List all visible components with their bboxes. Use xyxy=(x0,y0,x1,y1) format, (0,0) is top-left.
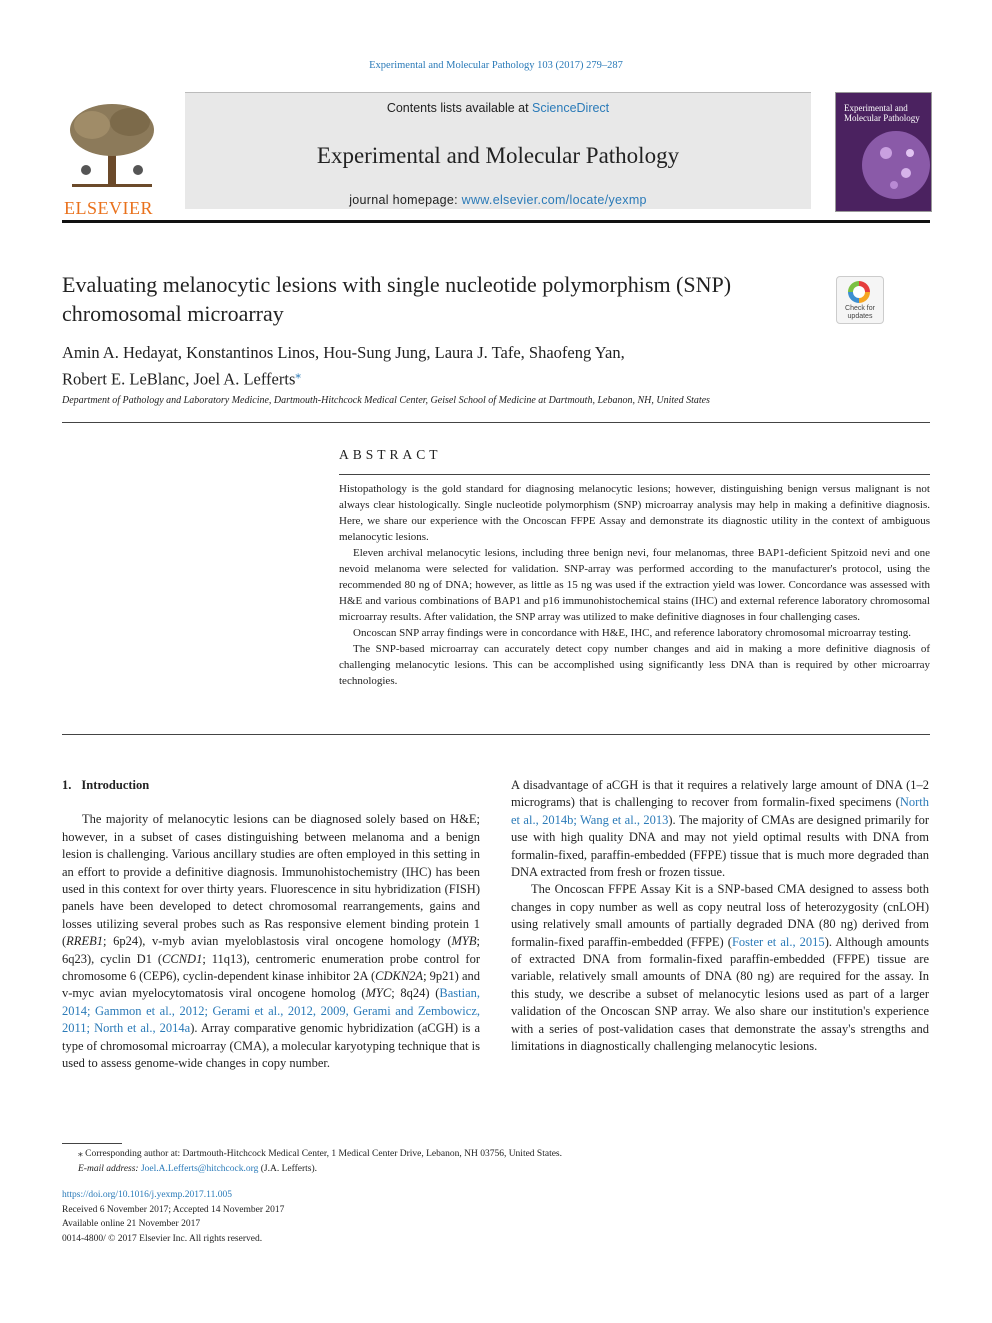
email-link[interactable]: Joel.A.Lefferts@hitchcock.org xyxy=(140,1163,259,1174)
crossmark-icon xyxy=(848,281,870,303)
copyright: 0014-4800/ © 2017 Elsevier Inc. All rights reserved. xyxy=(62,1233,263,1244)
abstract-body xyxy=(339,481,930,689)
abstract-paragraph: Histopathology is the gold standard for diagnosing melanocytic lesions; however, distinguishing benign versus malignant is not always clear histologically. Single nucleotide polymorphism (SNP) microarray analysis may help in making a definitive diagnosis. Here, we share our experience with the Oncoscan FFPE Assay and demonstrate its diagnostic utility in the context of ambiguous melanocytic lesions. xyxy=(339,483,930,543)
abstract-paragraph: The SNP-based microarray can accurately detect copy number changes and aid in making a more definitive diagnosis of challenging melanocytic lesions. This can be accomplished using significantly less DNA than is required by other microarray technologies. xyxy=(339,643,930,687)
author-list xyxy=(62,341,822,391)
gene-name: MYB xyxy=(451,934,477,949)
journal-banner xyxy=(185,92,811,209)
gene-name: RREB1 xyxy=(66,934,103,949)
abstract-paragraph: Eleven archival melanocytic lesions, including three benign nevi, four melanomas, three BAP1-deficient Spitzoid nevi and one nevoid melanoma were selected for validation. SNP-array was performed according to the manufacturer's protocol, using the recommended 80 ng of DNA; however, as little as 15 ng was used if the extraction yield was lower. Concordance was assessed with H&E and various combinations of BAP1 and p16 immunohistochemical stains (IHC) and external reference laboratory chromosomal microarray results. After validation, the SNP array was utilized to make definitive diagnoses in four challenging cases. xyxy=(339,547,930,623)
elsevier-tree-logo xyxy=(62,100,164,220)
reference-link[interactable]: Foster et al., 2015 xyxy=(731,934,825,949)
journal-header xyxy=(62,90,930,222)
header-rule xyxy=(62,220,930,223)
doi-link[interactable]: https://doi.org/10.1016/j.yexmp.2017.11.005 xyxy=(62,1190,232,1200)
footnote-rule xyxy=(62,1143,122,1144)
article-title: Evaluating melanocytic lesions with single nucleotide polymorphism (SNP) chromosomal microarray xyxy=(62,272,732,326)
abstract-bottom-rule xyxy=(62,734,930,735)
footnote: ⁎ Corresponding author at: Dartmouth-Hitchcock Medical Center, 1 Medical Center Drive, Lebanon, NH 03756, United States. E-mail address: Joel.A.Lefferts@hitchcock.org (J.A. Lefferts). xyxy=(78,1149,562,1174)
publisher-wordmark: ELSEVIER xyxy=(64,198,153,218)
body-paragraph: The Oncoscan FFPE Assay Kit is a SNP-based CMA designed to assess both changes in copy number as well as copy neutral loss of heterozygosity (cnLOH) using relatively small amounts of partially degraded DNA (80 ng) derived from formalin-fixed paraffin-embedded (FFPE) (Foster et al., 2015). Although amounts of extracted DNA from formalin-fixed paraffin-embedded (FFPE) tissue are variable, relatively small amounts of DNA (80 ng) are required for the assay. In this study, we describe a subset of melanocytic lesions used as part of a larger validation of the Oncoscan SNP array. We also share our institution's experience with a series of post-validation cases that demonstrate the assay's strengths and limitations in diagnostically challenging melanocytic lesions. xyxy=(511,882,929,1054)
gene-name: CCND1 xyxy=(162,951,203,966)
authors-line-1: Amin A. Hedayat, Konstantinos Linos, Hou-Sung Jung, Laura J. Tafe, Shaofeng Yan, xyxy=(62,343,625,362)
body-paragraph: A disadvantage of aCGH is that it requires a relatively large amount of DNA (1–2 micrograms) that is challenging to recover from formalin-fixed specimens (North et al., 2014b; Wang et al., 2013). The majority of CMAs are designed primarily for use with high quality DNA and may not yield optimal results with DNA from formalin-fixed, paraffin-embedded (FFPE) tissue that is much more degraded than DNA extracted from fresh or frozen tissue. xyxy=(511,778,929,880)
body-paragraph: The majority of melanocytic lesions can be diagnosed solely based on H&E; however, in a subset of cases distinguishing between melanoma and a benign lesion is challenging. Various ancillary studies are often employed in this setting in an effort to provide a definitive diagnosis. Immunohistochemistry (IHC) has been used in this context for over thirty years. Fluorescence in situ hybridization (FISH) panels have been developed to detect chromosomal rearrangements, gains and losses utilizing several probes such as Ras responsive element binding protein 1 (RREB1; 6p24), v-myb avian myeloblastosis viral oncogene homology (MYB; 6q23), cyclin D1 (CCND1; 11q13), centromeric enumeration probe control for chromosome 6 (CEP6), cyclin-dependent kinase inhibitor 2A (CDKN2A; 9p21) and v-myc avian myelocytomatosis viral oncogene homolog (MYC; 8q24) (Bastian, 2014; Gammon et al., 2012; Gerami et al., 2012, 2009, Gerami and Zembowicz, 2011; North et al., 2014a). Array comparative genomic hybridization (aCGH) is a type of chromosomal microarray (CMA), a molecular karyotyping technique that is used to assess genome-wide changes in copy number. xyxy=(62,812,481,1071)
email-label: E-mail address: xyxy=(78,1163,139,1174)
journal-cover xyxy=(835,92,932,212)
homepage-link[interactable]: www.elsevier.com/locate/yexmp xyxy=(461,193,647,207)
gene-name: MYC xyxy=(365,986,392,1001)
affiliation: Department of Pathology and Laboratory Medicine, Dartmouth-Hitchcock Medical Center, Geisel School of Medicine at Dartmouth, Lebanon, NH, United States xyxy=(62,395,710,406)
abstract-heading: ABSTRACT xyxy=(339,447,442,462)
sciencedirect-link[interactable]: ScienceDirect xyxy=(532,101,610,115)
contents-line: Contents lists available at ScienceDirect xyxy=(386,101,610,115)
article-info xyxy=(62,1188,284,1246)
received-dates: Received 6 November 2017; Accepted 14 November 2017 xyxy=(62,1204,285,1215)
corresponding-author-note: Corresponding author at: Dartmouth-Hitchcock Medical Center, 1 Medical Center Drive, Lebanon, NH 03756, United States. xyxy=(85,1149,562,1159)
journal-citation[interactable]: Experimental and Molecular Pathology 103 (2017) 279–287 xyxy=(369,60,623,71)
authors-line-2: Robert E. LeBlanc, Joel A. Lefferts xyxy=(62,369,296,389)
reference-link[interactable]: North et al., 2014b; Wang et al., 2013 xyxy=(511,795,929,827)
available-online: Available online 21 November 2017 xyxy=(62,1219,201,1229)
corresponding-author-mark[interactable]: ⁎ xyxy=(295,369,301,381)
homepage-line: journal homepage: www.elsevier.com/locate/yexmp xyxy=(349,193,647,207)
reference-link[interactable]: Bastian, 2014; Gammon et al., 2012; Gerami et al., 2012, 2009, Gerami and Zembowicz, 2011; North et al., 2014a xyxy=(62,986,480,1036)
affiliation-rule xyxy=(62,422,930,423)
cover-title: Experimental and Molecular Pathology xyxy=(844,103,920,123)
body-column-right xyxy=(511,777,929,1056)
crossmark-label: Check for updates xyxy=(845,305,875,320)
body-column-left xyxy=(62,777,480,1073)
footnote-mark: ⁎ xyxy=(78,1149,83,1159)
section-heading: 1. Introduction xyxy=(62,778,150,792)
journal-title: Experimental and Molecular Pathology xyxy=(316,143,680,168)
abstract-rule xyxy=(339,474,930,475)
crossmark-badge[interactable] xyxy=(836,276,884,324)
abstract-paragraph: Oncoscan SNP array findings were in concordance with H&E, IHC, and reference laboratory chromosomal microarray testing. xyxy=(353,627,911,639)
gene-name: CDKN2A xyxy=(375,969,424,984)
